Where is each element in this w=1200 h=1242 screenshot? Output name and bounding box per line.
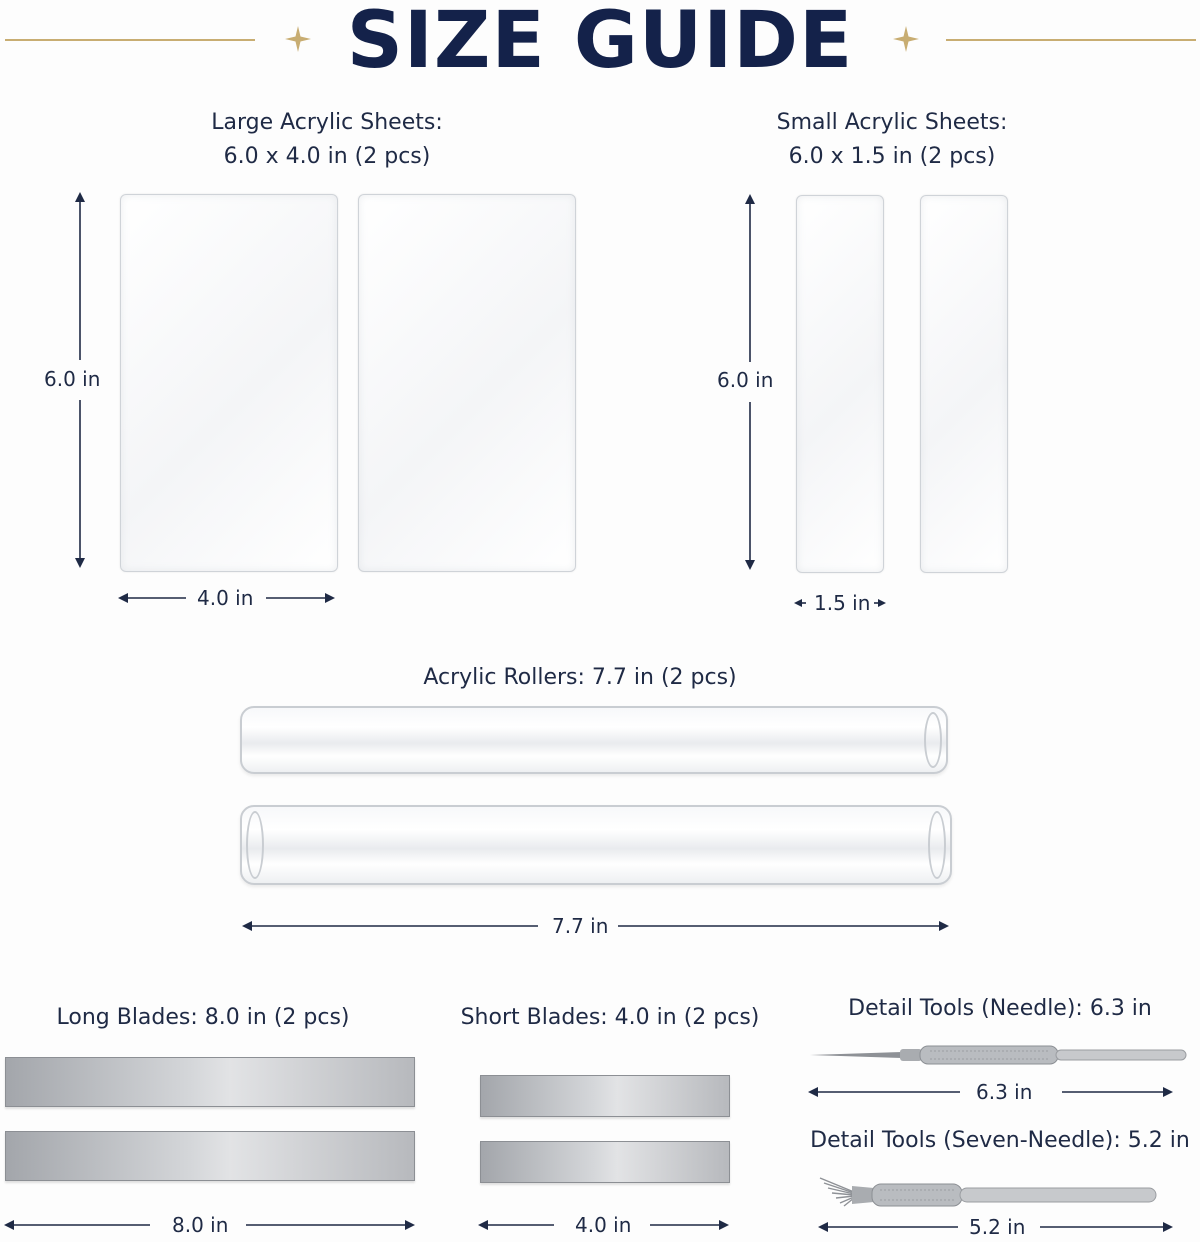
long-blade-2 — [5, 1131, 415, 1181]
long-blades-length-dim: 8.0 in — [172, 1213, 229, 1237]
large-sheets-label — [127, 106, 527, 174]
small-sheets-label — [692, 106, 1092, 174]
page-title: SIZE GUIDE — [346, 0, 854, 86]
acrylic-roller-2 — [240, 805, 952, 885]
seven-needle-tool-image — [814, 1172, 1174, 1212]
long-blades-label: Long Blades: 8.0 in (2 pcs) — [56, 1005, 350, 1030]
short-blades-length-dim: 4.0 in — [575, 1213, 632, 1237]
small-sheets-label-line2: 6.0 x 1.5 in (2 pcs) — [788, 144, 996, 169]
rollers-length-dim: 7.7 in — [552, 914, 609, 938]
roller-2-end-right — [928, 811, 946, 879]
rollers-label: Acrylic Rollers: 7.7 in (2 pcs) — [423, 665, 737, 690]
small-sheets-height-dim: 6.0 in — [717, 368, 774, 392]
large-sheets-width-dim: 4.0 in — [197, 586, 254, 610]
roller-1-end — [924, 712, 942, 768]
short-blade-2 — [480, 1141, 730, 1183]
short-blade-1 — [480, 1075, 730, 1117]
title-rule-right — [946, 39, 1196, 41]
long-blade-1 — [5, 1057, 415, 1107]
large-sheets-label-line1: Large Acrylic Sheets: — [211, 110, 443, 135]
needle-tool-length-dim: 6.3 in — [976, 1080, 1033, 1104]
roller-2-end-left — [246, 811, 264, 879]
large-sheet-2 — [358, 194, 576, 572]
large-sheets-height-dim: 6.0 in — [44, 367, 101, 391]
acrylic-roller-1 — [240, 706, 948, 774]
large-sheets-label-line2: 6.0 x 4.0 in (2 pcs) — [223, 144, 431, 169]
needle-tool-label: Detail Tools (Needle): 6.3 in — [848, 996, 1152, 1021]
small-sheets-label-line1: Small Acrylic Sheets: — [776, 110, 1008, 135]
sparkle-right-icon — [893, 26, 919, 52]
small-sheet-2 — [920, 195, 1008, 573]
needle-tool-image — [810, 1040, 1192, 1070]
small-sheet-1 — [796, 195, 884, 573]
seven-needle-tool-length-dim: 5.2 in — [969, 1215, 1026, 1239]
small-sheets-width-dim: 1.5 in — [814, 591, 871, 615]
short-blades-label: Short Blades: 4.0 in (2 pcs) — [460, 1005, 760, 1030]
large-sheet-1 — [120, 194, 338, 572]
seven-needle-tool-label: Detail Tools (Seven-Needle): 5.2 in — [810, 1128, 1190, 1153]
